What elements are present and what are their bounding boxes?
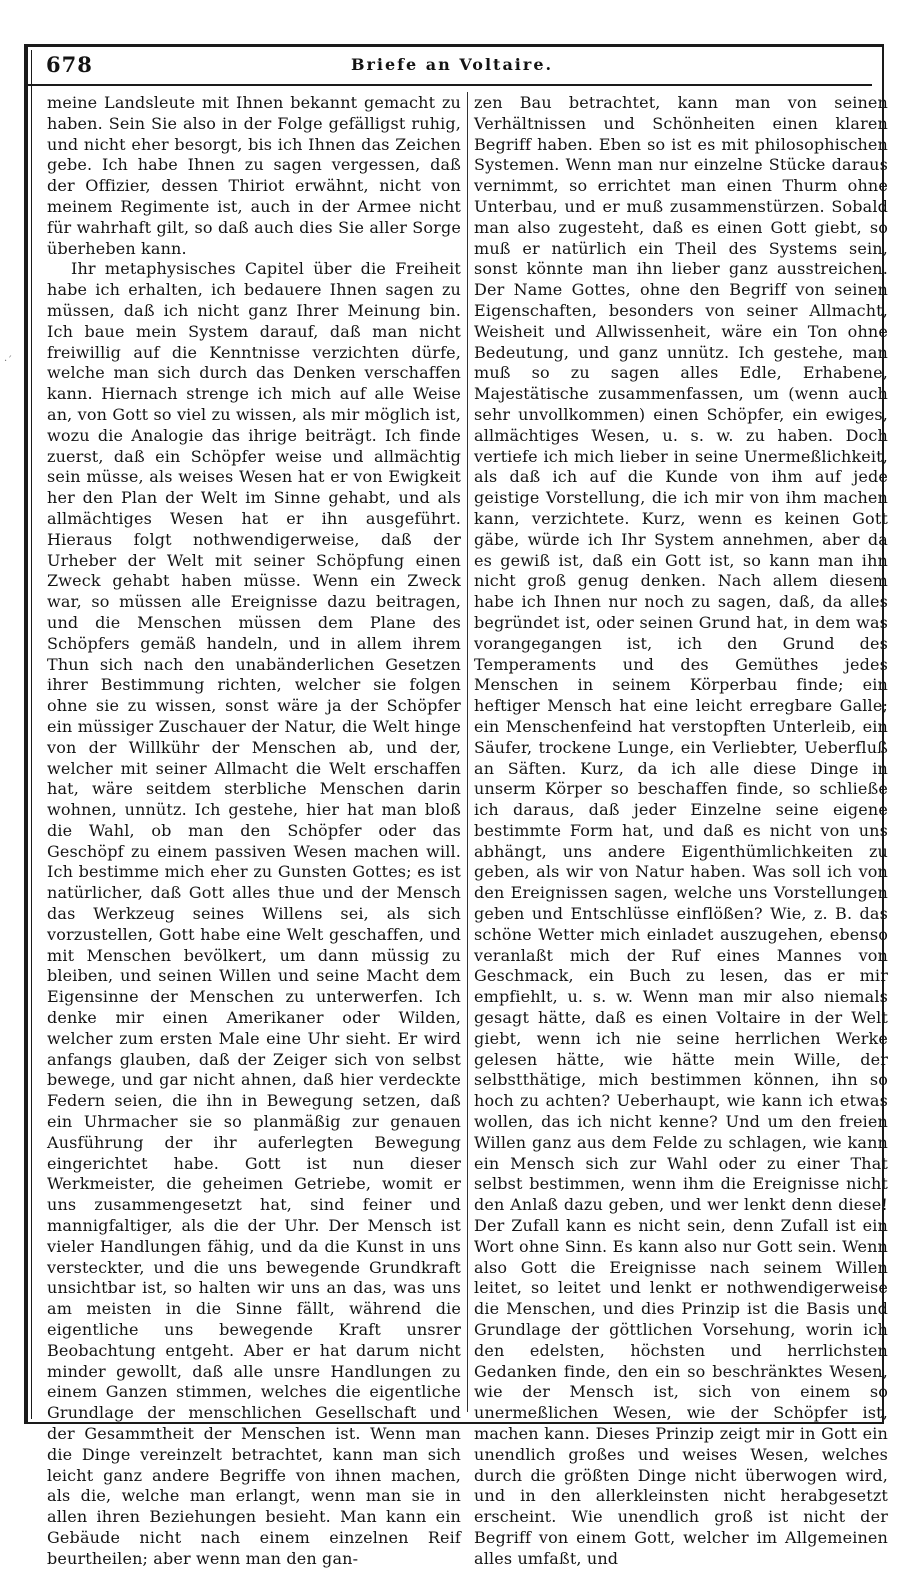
left-column <box>47 93 461 1568</box>
right-paragraph-1: zen Bau betrachtet, kann man von seinen Verhältnissen und Schönheiten einen klaren Begriff haben. Eben so ist es mit philosophischen Systemen. Wenn man nur einzelne Stücke daraus vernimmt, so errichtet man einen Thurm ohne Unterbau, und er muß zusammenstürzen. Sobald man also zugesteht, daß es einen Gott giebt, so muß er natürlich ein Theil des Systems sein, sonst könnte man ihn lieber ganz ausstreichen. Der Name Gottes, ohne den Begriff von seinen Eigenschaften, besonders von seiner Allmacht, Weisheit und Allwissenheit, wäre ein Ton ohne Bedeutung, und ganz unnütz. Ich gestehe, man muß so zu sagen alles Edle, Erhabene, Majestätische zusammenfassen, um (wenn auch sehr unvollkommen) einen Schöpfer, ein ewiges, allmächtiges Wesen, u. s. w. zu haben. Doch vertiefe ich mich lieber in seine Unermeßlichkeit, als daß ich auf die Kunde von ihm auf jede geistige Vorstellung, die ich mir von ihm machen kann, verzichtete. Kurz, wenn es keinen Gott gäbe, würde ich Ihr System annehmen, aber da es gewiß ist, daß ein Gott ist, so kann man ihn nicht groß genug denken. Nach allem diesem habe ich Ihnen nur noch zu sagen, daß, da alles begründet ist, oder seinen Grund hat, in dem was vorangegangen ist, ich den Grund des Temperaments und des Gemüthes jedes Menschen in seinem Körperbau finde; ein heftiger Mensch hat eine leicht erregbare Galle; ein Menschenfeind hat verstopften Unterleib, ein Säufer, trockene Lunge, ein Verliebter, Ueberfluß an Säften. Kurz, da ich alle diese Dinge in unserm Körper so beschaffen finde, so schließe ich daraus, daß jeder Einzelne seine eigene bestimmte Form hat, und daß es nicht von uns abhängt, uns andere Eigenthümlichkeiten zu geben, als wir von Natur haben. Was soll ich von den Ereignissen sagen, welche uns Vorstellungen geben und Entschlüsse einflößen? Wie, z. B. das schöne Wetter mich einladet auszugehen, ebenso veranlaßt mich der Ruf eines Mannes von Geschmack, ein Buch zu lesen, das er mir empfiehlt, u. s. w. Wenn man mir also niemals gesagt hätte, daß es einen Voltaire in der Welt giebt, wenn ich nie seine herrlichen Werke gelesen hätte, wie hätte mein Wille, der selbstthätige, mich bestimmen können, ihn so hoch zu achten? Ueberhaupt, wie kann ich etwas wollen, das ich nicht kenne? Und um den freien Willen ganz aus dem Felde zu schlagen, wie kann ein Mensch sich zur Wahl oder zu einer That selbst bestimmen, wenn ihm die Ereignisse nicht den Anlaß dazu geben, und wer lenkt denn diese! Der Zufall kann es nicht sein, denn Zufall ist ein Wort ohne Sinn. Es kann also nur Gott sein. Wenn also Gott die Ereignisse nach seinem Willen leitet, so leitet und lenkt er nothwendigerweise die Menschen, und dies Prinzip ist die Basis und Grundlage der göttlichen Vorsehung, worin ich den edelsten, höchsten und herrlichsten Gedanken finde, den ein so beschränktes Wesen, wie der Mensch ist, sich von einem so unermeßlichen Wesen, wie der Schöpfer ist, machen kann. Dieses Prinzip zeigt mir in Gott ein unendlich großes und weises Wesen, welches durch die größten Dinge nicht überwogen wird, und in den allerkleinsten nicht herabgesetzt erscheint. Wie unendlich groß ist nicht der Begriff von einem Gott, welcher im Allgemeinen alles umfaßt, und <box>474 93 888 1568</box>
scan-speck: ·´ <box>4 356 13 367</box>
left-paragraph-1: meine Landsleute mit Ihnen bekannt gemacht zu haben. Sein Sie also in der Folge gefälligst ruhig, und nicht eher besorgt, bis ich Ihnen das Zeichen gebe. Ich habe Ihnen zu sagen vergessen, daß der Offizier, dessen Thiriot erwähnt, nicht von meinem Regimente ist, auch in der Armee nicht für wahrhaft gilt, so daß auch dies Sie aller Sorge überheben kann. <box>47 93 461 258</box>
page-number: 678 <box>46 52 93 77</box>
right-column <box>474 93 888 1568</box>
column-divider <box>467 92 468 1412</box>
running-title: Briefe an Voltaire. <box>350 55 554 74</box>
left-paragraph-2: Ihr metaphysisches Capitel über die Freiheit habe ich erhalten, ich bedauere Ihnen sagen zu müssen, daß ich nicht ganz Ihrer Meinung bin. Ich baue mein System darauf, daß man nicht freiwillig auf die Kenntnisse verzichten dürfe, welche man sich durch das Denken verschaffen kann. Hiernach strenge ich mich auf alle Weise an, von Gott so viel zu wissen, als mir möglich ist, wozu die Analogie das ihrige beiträgt. Ich finde zuerst, daß ein Schöpfer weise und allmächtig sein müsse, als weises Wesen hat er von Ewigkeit her den Plan der Welt im Sinne gehabt, und als allmächtiges Wesen hat er ihn ausgeführt. Hieraus folgt nothwendigerweise, daß der Urheber der Welt mit seiner Schöpfung einen Zweck gehabt haben müsse. Wenn ein Zweck war, so müssen alle Ereignisse dazu beitragen, und die Menschen müssen dem Plane des Schöpfers gemäß handeln, und in allem ihrem Thun sich nach den unabänderlichen Gesetzen ihrer Bestimmung richten, welcher sie folgen ohne sie zu wissen, sonst wäre ja der Schöpfer ein müssiger Zuschauer der Natur, die Welt hinge von der Willkühr der Menschen ab, und der, welcher mit seiner Allmacht die Welt erschaffen hat, wäre seitdem sterbliche Menschen darin wohnen, unnütz. Ich gestehe, hier hat man bloß die Wahl, ob man den Schöpfer oder das Geschöpf zu einem passiven Wesen machen will. Ich bestimme mich eher zu Gunsten Gottes; es ist natürlicher, daß Gott alles thue und der Mensch das Werkzeug seines Willens sei, als sich vorzustellen, Gott habe eine Welt geschaffen, und mit Menschen bevölkert, um dann müssig zu bleiben, und seinen Willen und seine Macht dem Eigensinne der Menschen zu unterwerfen. Ich denke mir einen Amerikaner oder Wilden, welcher zum ersten Male eine Uhr sieht. Er wird anfangs glauben, daß der Zeiger sich von selbst bewege, und gar nicht ahnen, daß hier verdeckte Federn seien, die ihn in Bewegung setzen, daß ein Uhrmacher sie so planmäßig zur genauen Ausführung der ihr auferlegten Bewegung eingerichtet habe. Gott ist nun dieser Werkmeister, die geheimen Getriebe, womit er uns zusammengesetzt hat, sind feiner und mannigfaltiger, als die der Uhr. Der Mensch ist vieler Handlungen fähig, und da die Kunst in uns versteckter, und die uns bewegende Grundkraft unsichtbar ist, so halten wir uns an das, was uns am meisten in die Sinne fällt, während die eigentliche uns bewegende Kraft unsrer Beobachtung entgeht. Aber er hat darum nicht minder gewollt, daß alle unsre Handlungen zu einem Ganzen stimmen, welches die eigentliche Grundlage der menschlichen Gesellschaft und der Gesammtheit der Menschen ist. Wenn man die Dinge vereinzelt betrachtet, kann man sich leicht ganz andere Begriffe von ihnen machen, als die, welche man erlangt, wenn man sie in allen ihren Beziehungen besieht. Man kann ein Gebäude nicht nach einem einzelnen Reif beurtheilen; aber wenn man den gan- <box>47 259 461 1568</box>
page-header <box>28 52 876 80</box>
header-rule <box>28 84 872 86</box>
